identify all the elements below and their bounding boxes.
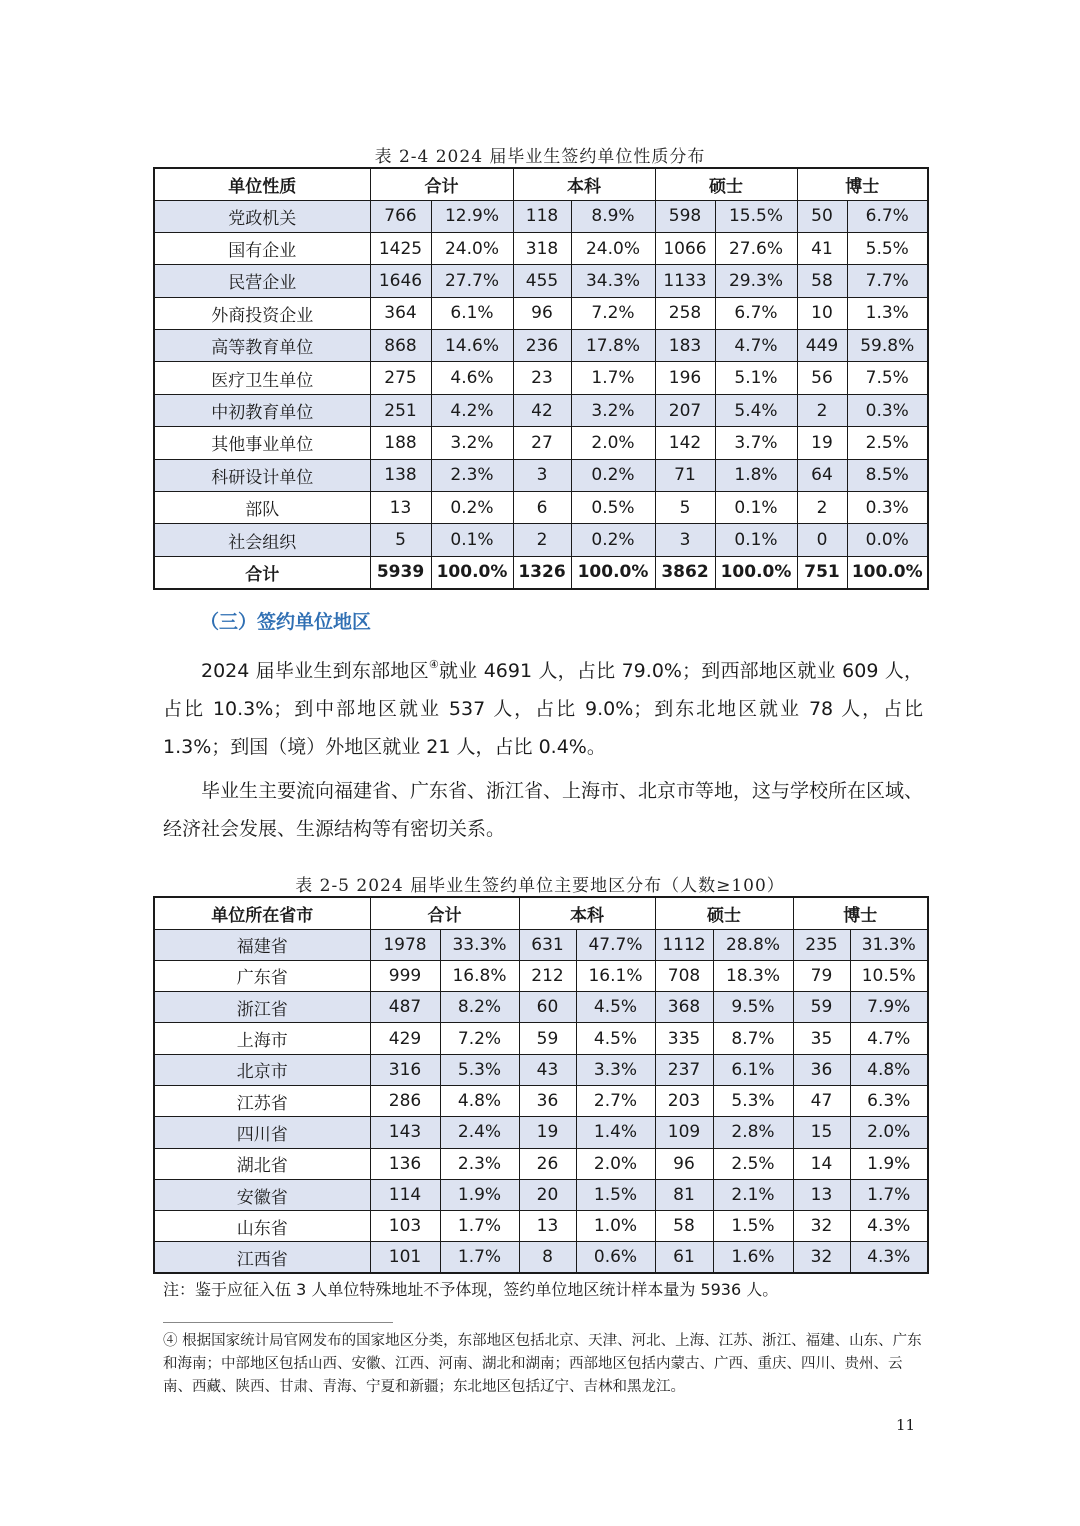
data-cell: 50 [797, 200, 847, 232]
data-cell: 23 [513, 362, 571, 394]
table-total-row [154, 556, 928, 588]
data-cell: 8.7% [713, 1023, 793, 1054]
data-cell: 1112 [655, 929, 713, 960]
data-cell: 868 [370, 330, 431, 362]
data-cell: 449 [797, 330, 847, 362]
data-cell: 136 [370, 1148, 440, 1179]
row-label-cell: 湖北省 [154, 1148, 370, 1179]
table-row [154, 492, 928, 524]
data-cell: 1.5% [713, 1211, 793, 1242]
data-cell: 708 [655, 960, 713, 991]
total-cell: 100.0% [715, 556, 797, 588]
data-cell: 4.5% [576, 992, 655, 1023]
data-cell: 101 [370, 1242, 440, 1273]
data-cell: 0.2% [431, 492, 513, 524]
data-cell: 2.0% [850, 1117, 928, 1148]
data-cell: 6.3% [850, 1085, 928, 1116]
data-cell: 236 [513, 330, 571, 362]
table-row [154, 330, 928, 362]
data-cell: 20 [519, 1179, 576, 1210]
data-cell: 0 [797, 524, 847, 556]
data-cell: 59.8% [847, 330, 928, 362]
data-cell: 2.0% [576, 1148, 655, 1179]
data-cell: 5.3% [713, 1085, 793, 1116]
data-cell: 17.8% [571, 330, 655, 362]
data-cell: 2.1% [713, 1179, 793, 1210]
data-cell: 1.3% [847, 297, 928, 329]
data-cell: 5.3% [440, 1054, 519, 1085]
data-cell: 1.7% [440, 1242, 519, 1273]
data-cell: 2.7% [576, 1085, 655, 1116]
row-label-cell: 科研设计单位 [154, 459, 370, 491]
data-cell: 3.2% [431, 427, 513, 459]
data-cell: 429 [370, 1023, 440, 1054]
row-label-cell: 四川省 [154, 1117, 370, 1148]
data-cell: 0.3% [847, 394, 928, 426]
data-cell: 212 [519, 960, 576, 991]
table-row [154, 362, 928, 394]
data-cell: 0.6% [576, 1242, 655, 1273]
total-cell: 751 [797, 556, 847, 588]
data-cell: 8.2% [440, 992, 519, 1023]
data-cell: 18.3% [713, 960, 793, 991]
data-cell: 16.1% [576, 960, 655, 991]
table-note: 注：鉴于应征入伍 3 人单位特殊地址不予体现，签约单位地区统计样本量为 5936 人。 [163, 1280, 779, 1299]
data-cell: 29.3% [715, 265, 797, 297]
table1-caption: 表 2-4 2024 届毕业生签约单位性质分布 [374, 147, 706, 167]
header-cell: 本科 [513, 168, 655, 200]
data-cell: 3.2% [571, 394, 655, 426]
table-row [154, 1148, 928, 1179]
data-cell: 235 [793, 929, 850, 960]
row-label-cell: 浙江省 [154, 992, 370, 1023]
data-cell: 2.8% [713, 1117, 793, 1148]
table2-caption: 表 2-5 2024 届毕业生签约单位主要地区分布（人数≥100） [295, 876, 785, 896]
data-cell: 3.3% [576, 1054, 655, 1085]
data-cell: 14 [793, 1148, 850, 1179]
row-label-cell: 其他事业单位 [154, 427, 370, 459]
footnote-divider [163, 1322, 393, 1323]
data-cell: 15.5% [715, 200, 797, 232]
page-number: 11 [896, 1416, 916, 1434]
table-row [154, 1179, 928, 1210]
data-cell: 143 [370, 1117, 440, 1148]
total-cell: 100.0% [847, 556, 928, 588]
section-heading: （三）签约单位地区 [200, 611, 372, 633]
data-cell: 28.8% [713, 929, 793, 960]
data-cell: 4.3% [850, 1211, 928, 1242]
data-cell: 47 [793, 1085, 850, 1116]
data-cell: 96 [513, 297, 571, 329]
row-label-cell: 中初教育单位 [154, 394, 370, 426]
data-cell: 2 [513, 524, 571, 556]
data-cell: 2.0% [571, 427, 655, 459]
data-cell: 24.0% [431, 232, 513, 264]
header-cell: 硕士 [655, 168, 797, 200]
data-cell: 14.6% [431, 330, 513, 362]
data-cell: 64 [797, 459, 847, 491]
data-cell: 2.5% [847, 427, 928, 459]
data-cell: 286 [370, 1085, 440, 1116]
data-cell: 455 [513, 265, 571, 297]
data-cell: 59 [519, 1023, 576, 1054]
data-cell: 5 [370, 524, 431, 556]
data-cell: 1.8% [715, 459, 797, 491]
data-cell: 1.9% [850, 1148, 928, 1179]
paragraph-region [163, 652, 923, 766]
data-cell: 59 [793, 992, 850, 1023]
table-row [154, 1054, 928, 1085]
data-cell: 4.2% [431, 394, 513, 426]
data-cell: 1.0% [576, 1211, 655, 1242]
data-cell: 1.7% [850, 1179, 928, 1210]
data-cell: 71 [655, 459, 715, 491]
table-row [154, 1023, 928, 1054]
paragraph-text: 就业 4691 人，占比 79.0%；到西部地区就业 609 人，占比 10.3%；到中部地区就业 537 人，占比 9.0%；到东北地区就业 78 人，占比 1.3%；到国（境）外地区就业 21 人，占比 0.4%。 [163, 660, 923, 758]
data-cell: 8.9% [571, 200, 655, 232]
data-cell: 3 [513, 459, 571, 491]
row-label-cell: 江西省 [154, 1242, 370, 1273]
data-cell: 35 [793, 1023, 850, 1054]
data-cell: 32 [793, 1242, 850, 1273]
data-cell: 2 [797, 394, 847, 426]
data-cell: 31.3% [850, 929, 928, 960]
table-row [154, 524, 928, 556]
data-cell: 1.6% [713, 1242, 793, 1273]
data-cell: 43 [519, 1054, 576, 1085]
table-unit-nature [153, 167, 929, 590]
data-cell: 6.7% [715, 297, 797, 329]
data-cell: 41 [797, 232, 847, 264]
data-cell: 58 [655, 1211, 713, 1242]
data-cell: 3 [655, 524, 715, 556]
row-label-cell: 广东省 [154, 960, 370, 991]
data-cell: 5.1% [715, 362, 797, 394]
data-cell: 8.5% [847, 459, 928, 491]
data-cell: 61 [655, 1242, 713, 1273]
data-cell: 1.9% [440, 1179, 519, 1210]
data-cell: 631 [519, 929, 576, 960]
data-cell: 36 [519, 1085, 576, 1116]
data-cell: 27 [513, 427, 571, 459]
data-cell: 24.0% [571, 232, 655, 264]
data-cell: 251 [370, 394, 431, 426]
data-cell: 2.3% [440, 1148, 519, 1179]
data-cell: 0.1% [715, 524, 797, 556]
table-row [154, 459, 928, 491]
data-cell: 0.1% [715, 492, 797, 524]
data-cell: 275 [370, 362, 431, 394]
header-cell: 硕士 [655, 897, 793, 929]
data-cell: 1.4% [576, 1117, 655, 1148]
table-row [154, 1242, 928, 1273]
row-label-cell: 山东省 [154, 1211, 370, 1242]
data-cell: 79 [793, 960, 850, 991]
header-cell: 本科 [519, 897, 655, 929]
row-label-cell: 上海市 [154, 1023, 370, 1054]
data-cell: 2.5% [713, 1148, 793, 1179]
data-cell: 1066 [655, 232, 715, 264]
data-cell: 47.7% [576, 929, 655, 960]
row-label-cell: 外商投资企业 [154, 297, 370, 329]
data-cell: 19 [519, 1117, 576, 1148]
data-cell: 34.3% [571, 265, 655, 297]
table-row [154, 1211, 928, 1242]
data-cell: 16.8% [440, 960, 519, 991]
data-cell: 4.7% [715, 330, 797, 362]
data-cell: 0.0% [847, 524, 928, 556]
data-cell: 36 [793, 1054, 850, 1085]
row-label-cell: 高等教育单位 [154, 330, 370, 362]
data-cell: 13 [370, 492, 431, 524]
footnote: ④ 根据国家统计局官网发布的国家地区分类，东部地区包括北京、天津、河北、上海、江苏、浙江、福建、山东、广东和海南；中部地区包括山西、安徽、江西、河南、湖北和湖南；西部地区包括内蒙古、广西、重庆、四川、贵州、云南、西藏、陕西、甘肃、青海、宁夏和新疆；东北地区包括辽宁、吉林和黑龙江。 [163, 1333, 922, 1395]
data-cell: 142 [655, 427, 715, 459]
data-cell: 0.5% [571, 492, 655, 524]
data-cell: 364 [370, 297, 431, 329]
table-row [154, 929, 928, 960]
data-cell: 6.7% [847, 200, 928, 232]
data-cell: 5.4% [715, 394, 797, 426]
table-row [154, 427, 928, 459]
row-label-cell: 北京市 [154, 1054, 370, 1085]
row-label-cell: 江苏省 [154, 1085, 370, 1116]
table-row [154, 265, 928, 297]
header-cell: 单位性质 [154, 168, 370, 200]
data-cell: 19 [797, 427, 847, 459]
data-cell: 316 [370, 1054, 440, 1085]
header-cell: 博士 [793, 897, 928, 929]
data-cell: 32 [793, 1211, 850, 1242]
data-cell: 10 [797, 297, 847, 329]
data-cell: 10.5% [850, 960, 928, 991]
data-cell: 8 [519, 1242, 576, 1273]
data-cell: 7.9% [850, 992, 928, 1023]
data-cell: 138 [370, 459, 431, 491]
data-cell: 598 [655, 200, 715, 232]
data-cell: 237 [655, 1054, 713, 1085]
data-cell: 203 [655, 1085, 713, 1116]
data-cell: 196 [655, 362, 715, 394]
row-label-cell: 党政机关 [154, 200, 370, 232]
data-cell: 368 [655, 992, 713, 1023]
footnote-ref: ④ [428, 658, 439, 671]
row-label-cell: 部队 [154, 492, 370, 524]
total-cell: 3862 [655, 556, 715, 588]
data-cell: 1.5% [576, 1179, 655, 1210]
data-cell: 0.2% [571, 524, 655, 556]
data-cell: 3.7% [715, 427, 797, 459]
total-cell: 1326 [513, 556, 571, 588]
data-cell: 7.5% [847, 362, 928, 394]
data-cell: 6.1% [431, 297, 513, 329]
data-cell: 4.8% [440, 1085, 519, 1116]
data-cell: 0.2% [571, 459, 655, 491]
data-cell: 1.7% [571, 362, 655, 394]
data-cell: 2.3% [431, 459, 513, 491]
data-cell: 766 [370, 200, 431, 232]
header-cell: 单位所在省市 [154, 897, 370, 929]
data-cell: 7.2% [440, 1023, 519, 1054]
data-cell: 1646 [370, 265, 431, 297]
data-cell: 96 [655, 1148, 713, 1179]
data-cell: 1978 [370, 929, 440, 960]
data-cell: 56 [797, 362, 847, 394]
table-row [154, 1117, 928, 1148]
header-cell: 合计 [370, 168, 513, 200]
table-row [154, 394, 928, 426]
data-cell: 4.6% [431, 362, 513, 394]
data-cell: 0.1% [431, 524, 513, 556]
table-header-row [154, 897, 928, 929]
data-cell: 1133 [655, 265, 715, 297]
data-cell: 13 [793, 1179, 850, 1210]
total-label-cell: 合计 [154, 556, 370, 588]
table-row [154, 200, 928, 232]
data-cell: 5 [655, 492, 715, 524]
table-row [154, 297, 928, 329]
table-region-distribution [153, 896, 929, 1274]
data-cell: 999 [370, 960, 440, 991]
data-cell: 258 [655, 297, 715, 329]
data-cell: 487 [370, 992, 440, 1023]
data-cell: 7.7% [847, 265, 928, 297]
data-cell: 33.3% [440, 929, 519, 960]
paragraph-flow: 毕业生主要流向福建省、广东省、浙江省、上海市、北京市等地，这与学校所在区域、经济社会发展、生源结构等有密切关系。 [163, 780, 924, 840]
data-cell: 26 [519, 1148, 576, 1179]
total-cell: 100.0% [431, 556, 513, 588]
table-row [154, 992, 928, 1023]
data-cell: 27.6% [715, 232, 797, 264]
data-cell: 1425 [370, 232, 431, 264]
data-cell: 0.3% [847, 492, 928, 524]
data-cell: 60 [519, 992, 576, 1023]
data-cell: 2 [797, 492, 847, 524]
data-cell: 15 [793, 1117, 850, 1148]
row-label-cell: 福建省 [154, 929, 370, 960]
data-cell: 9.5% [713, 992, 793, 1023]
data-cell: 118 [513, 200, 571, 232]
data-cell: 103 [370, 1211, 440, 1242]
data-cell: 318 [513, 232, 571, 264]
data-cell: 4.7% [850, 1023, 928, 1054]
data-cell: 183 [655, 330, 715, 362]
data-cell: 4.8% [850, 1054, 928, 1085]
data-cell: 81 [655, 1179, 713, 1210]
total-cell: 5939 [370, 556, 431, 588]
row-label-cell: 国有企业 [154, 232, 370, 264]
row-label-cell: 民营企业 [154, 265, 370, 297]
data-cell: 12.9% [431, 200, 513, 232]
data-cell: 2.4% [440, 1117, 519, 1148]
data-cell: 188 [370, 427, 431, 459]
row-label-cell: 社会组织 [154, 524, 370, 556]
table-row [154, 960, 928, 991]
data-cell: 58 [797, 265, 847, 297]
data-cell: 13 [519, 1211, 576, 1242]
table-row [154, 1085, 928, 1116]
total-cell: 100.0% [571, 556, 655, 588]
data-cell: 5.5% [847, 232, 928, 264]
table-header-row [154, 168, 928, 200]
header-cell: 博士 [797, 168, 928, 200]
data-cell: 42 [513, 394, 571, 426]
data-cell: 1.7% [440, 1211, 519, 1242]
table-row [154, 232, 928, 264]
header-cell: 合计 [370, 897, 519, 929]
data-cell: 114 [370, 1179, 440, 1210]
data-cell: 27.7% [431, 265, 513, 297]
data-cell: 335 [655, 1023, 713, 1054]
data-cell: 109 [655, 1117, 713, 1148]
data-cell: 207 [655, 394, 715, 426]
data-cell: 6 [513, 492, 571, 524]
row-label-cell: 安徽省 [154, 1179, 370, 1210]
data-cell: 7.2% [571, 297, 655, 329]
data-cell: 4.5% [576, 1023, 655, 1054]
data-cell: 6.1% [713, 1054, 793, 1085]
data-cell: 4.3% [850, 1242, 928, 1273]
paragraph-text: 2024 届毕业生到东部地区 [201, 660, 429, 682]
row-label-cell: 医疗卫生单位 [154, 362, 370, 394]
